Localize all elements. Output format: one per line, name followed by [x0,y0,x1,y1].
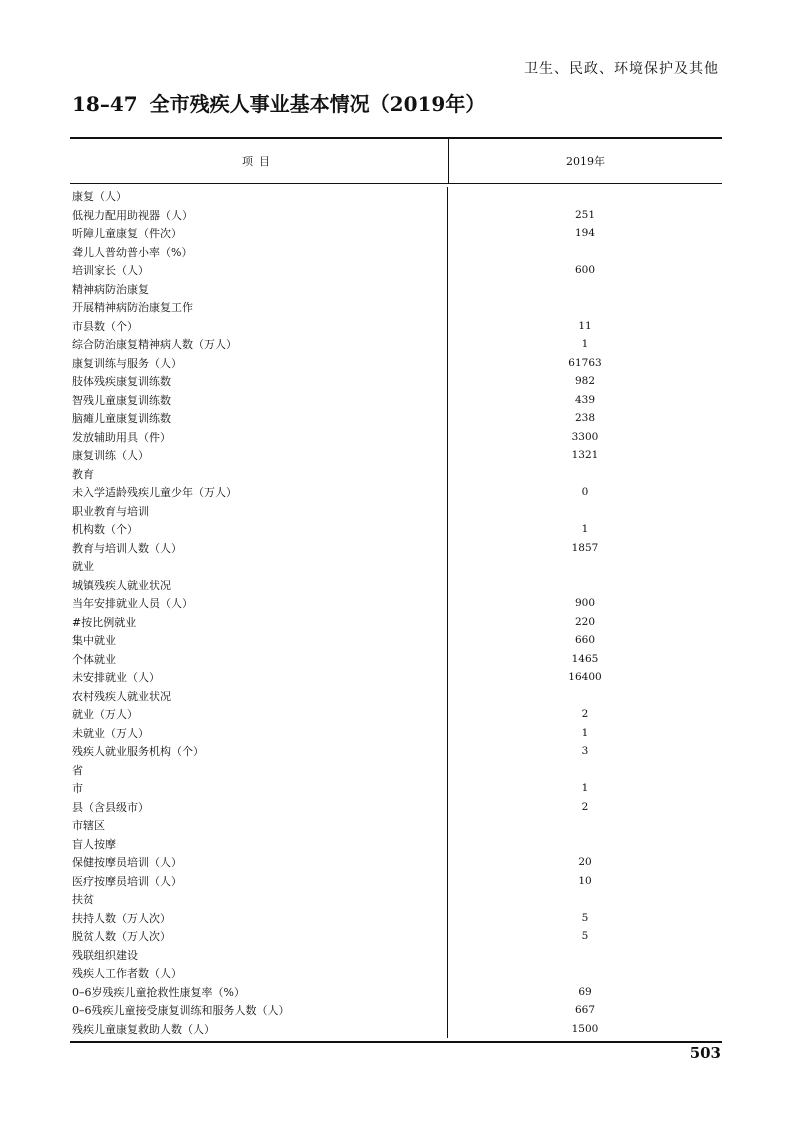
table-row [70,1001,722,1020]
row-label: 市 [70,779,448,798]
row-label: 未安排就业（人） [70,668,448,687]
row-value: 1 [581,782,589,795]
row-label: 农村残疾人就业状况 [70,687,448,706]
row-label: 市县数（个） [70,317,448,336]
table-row [70,187,722,206]
row-value: 1 [581,523,589,536]
row-value: 2 [581,708,589,721]
row-value: 5 [581,930,589,943]
table-row [70,631,722,650]
row-value: 439 [574,393,596,406]
table-row [70,280,722,299]
row-label: 残疾人就业服务机构（个） [70,742,448,761]
table-row [70,650,722,669]
row-label: #按比例就业 [70,613,448,632]
table-row [70,261,722,280]
page-title [72,88,485,117]
table-row [70,668,722,687]
row-label: 个体就业 [70,650,448,669]
row-label: 康复训练与服务（人） [70,354,448,373]
table-row [70,576,722,595]
table-row [70,335,722,354]
table-row [70,835,722,854]
row-value: 5 [581,911,589,924]
table-row [70,742,722,761]
table-row [70,779,722,798]
row-label: 残疾人工作者数（人） [70,964,448,983]
row-value: 3300 [571,430,599,443]
table-row [70,317,722,336]
table-body [70,184,722,1041]
table-row [70,761,722,780]
row-label: 残联组织建设 [70,946,448,965]
table-row [70,372,722,391]
row-label: 机构数（个） [70,520,448,539]
table-row [70,853,722,872]
row-label: 发放辅助用具（件） [70,428,448,447]
table-row [70,909,722,928]
table-row [70,446,722,465]
row-value: 16400 [568,671,602,684]
table-row [70,1020,722,1039]
row-label: 听障儿童康复（件次） [70,224,448,243]
table-row [70,613,722,632]
table-row [70,724,722,743]
row-value: 667 [574,1004,596,1017]
row-label: 低视力配用助视器（人） [70,206,448,225]
data-table [70,137,722,1043]
row-label: 县（含县级市） [70,798,448,817]
row-label: 未入学适龄残疾儿童少年（万人） [70,483,448,502]
row-label: 脱贫人数（万人次） [70,927,448,946]
row-value: 1465 [571,652,599,665]
table-row [70,705,722,724]
row-value: 2 [581,800,589,813]
row-value: 900 [574,597,596,610]
table-row [70,816,722,835]
row-label: 残疾儿童康复救助人数（人） [70,1020,448,1039]
row-value: 1857 [571,541,599,554]
row-label: 肢体残疾康复训练数 [70,372,448,391]
row-label: 培训家长（人） [70,261,448,280]
table-row [70,409,722,428]
table-row [70,946,722,965]
row-label: 扶持人数（万人次） [70,909,448,928]
row-value: 3 [581,745,589,758]
table-number: 18–47 [72,92,138,116]
section-header: 卫生、民政、环境保护及其他 [524,61,719,77]
table-row [70,465,722,484]
table-header-row [70,139,722,184]
row-value: 982 [574,375,596,388]
row-label: 智残儿童康复训练数 [70,391,448,410]
row-label: 医疗按摩员培训（人） [70,872,448,891]
row-label: 城镇残疾人就业状况 [70,576,448,595]
row-value: 600 [574,264,596,277]
row-label: 集中就业 [70,631,448,650]
table-row [70,594,722,613]
table-row [70,964,722,983]
header-item: 项目 [70,139,449,183]
table-row [70,798,722,817]
row-value: 1500 [571,1022,599,1035]
table-row [70,206,722,225]
table-title-text: 全市残疾人事业基本情况（2019年） [149,92,486,116]
row-label: 脑瘫儿童康复训练数 [70,409,448,428]
row-value: 238 [574,412,596,425]
row-label: 综合防治康复精神病人数（万人） [70,335,448,354]
row-label: 康复（人） [70,187,448,206]
row-label: 未就业（万人） [70,724,448,743]
row-value: 0 [581,486,589,499]
row-value: 61763 [568,356,602,369]
row-value: 194 [574,227,596,240]
row-label: 省 [70,761,448,780]
table-row [70,243,722,262]
table-row [70,483,722,502]
table-row [70,687,722,706]
page-number: 503 [689,1044,721,1062]
row-value: 11 [578,319,592,332]
table-row [70,224,722,243]
row-value: 1 [581,338,589,351]
row-label: 康复训练（人） [70,446,448,465]
row-value: 69 [578,985,592,998]
row-value: 20 [578,856,592,869]
row-value: 660 [574,634,596,647]
row-label: 开展精神病防治康复工作 [70,298,448,317]
row-value: 220 [574,615,596,628]
table-row [70,872,722,891]
table-row [70,428,722,447]
table-row [70,298,722,317]
table-row [70,502,722,521]
row-label: 职业教育与培训 [70,502,448,521]
table-row [70,983,722,1002]
table-row [70,354,722,373]
row-label: 当年安排就业人员（人） [70,594,448,613]
table-row [70,391,722,410]
table-row [70,520,722,539]
row-value: 10 [578,874,592,887]
row-label: 就业（万人） [70,705,448,724]
row-label: 盲人按摩 [70,835,448,854]
row-value: 251 [574,208,596,221]
table-row [70,890,722,909]
header-year: 2019年 [566,155,605,168]
row-label: 市辖区 [70,816,448,835]
row-value: 1321 [571,449,599,462]
table-row [70,557,722,576]
row-label: 就业 [70,557,448,576]
row-label: 聋儿人普幼普小率（%） [70,243,448,262]
row-label: 扶贫 [70,890,448,909]
table-row [70,927,722,946]
row-label: 0–6残疾儿童接受康复训练和服务人数（人） [70,1001,448,1020]
row-value: 1 [581,726,589,739]
row-label: 0–6岁残疾儿童抢救性康复率（%） [70,983,448,1002]
row-label: 精神病防治康复 [70,280,448,299]
row-label: 保健按摩员培训（人） [70,853,448,872]
table-row [70,539,722,558]
row-label: 教育 [70,465,448,484]
row-label: 教育与培训人数（人） [70,539,448,558]
